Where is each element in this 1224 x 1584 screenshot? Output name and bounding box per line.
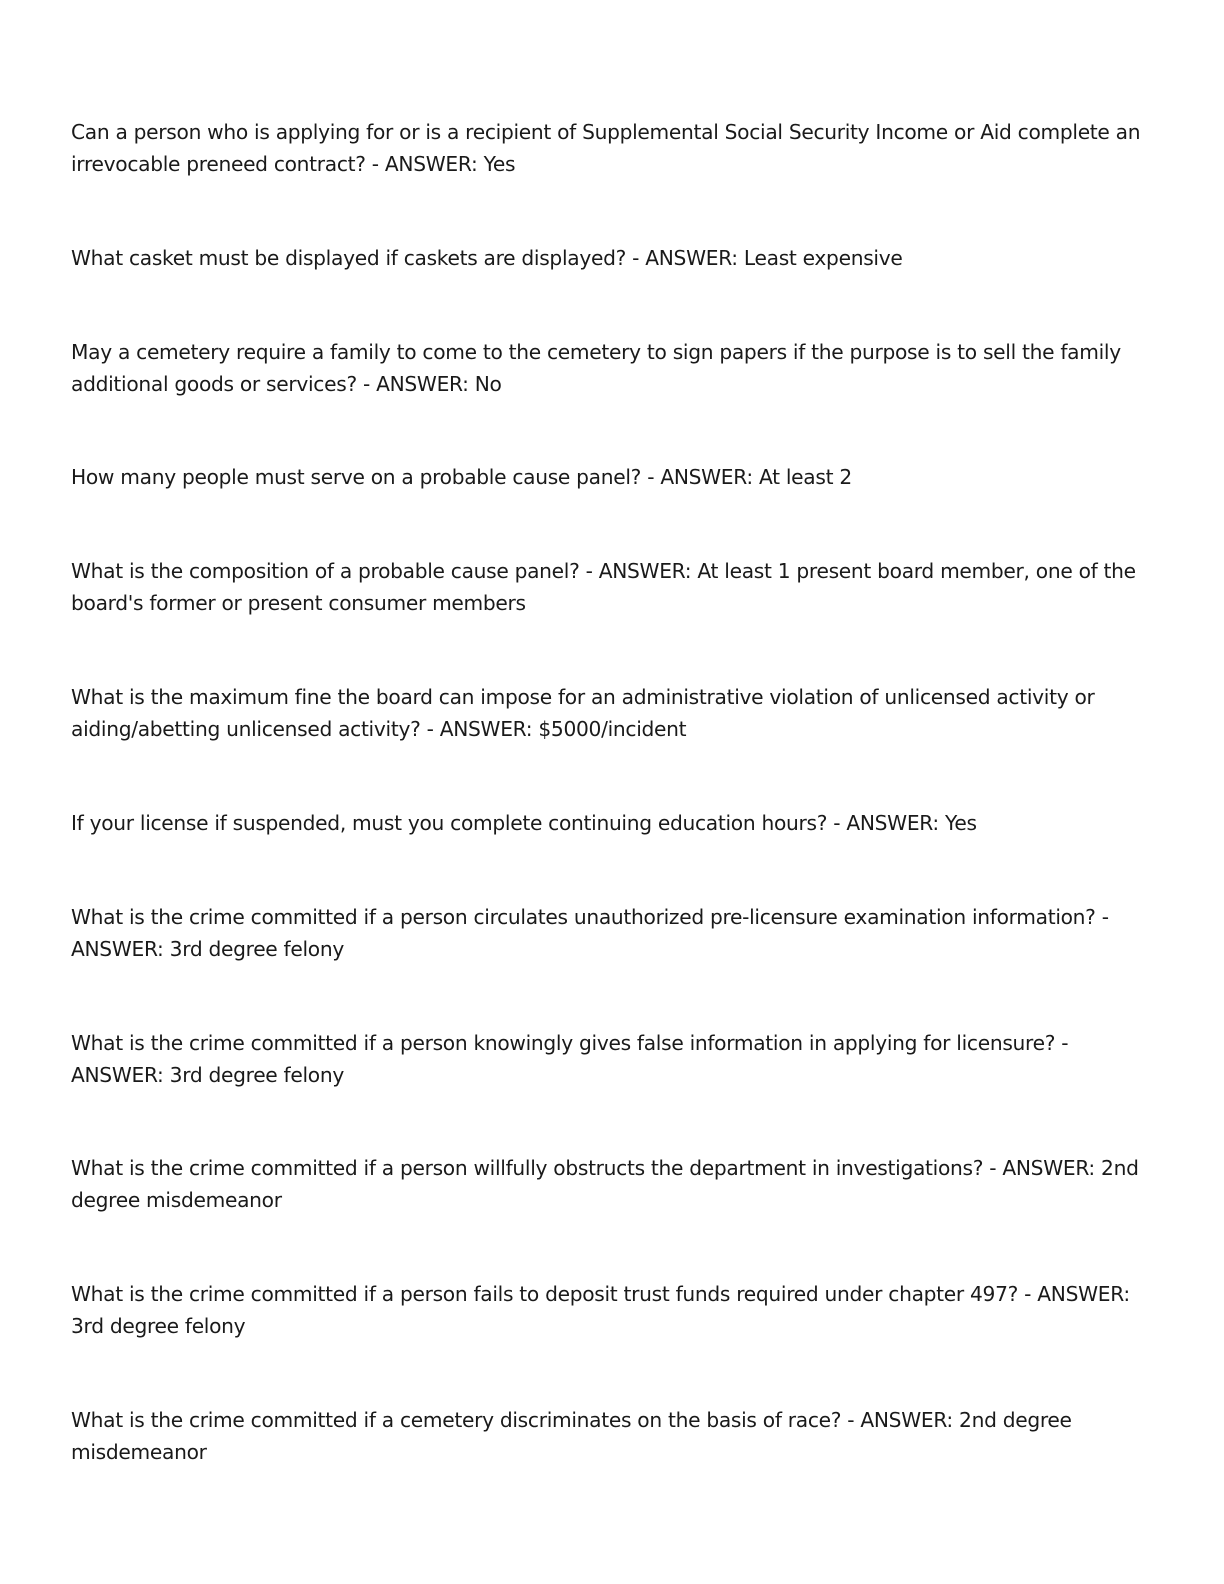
answer-text: ANSWER: 3rd degree felony — [71, 936, 344, 961]
qa-item — [71, 1028, 1151, 1091]
separator: - — [827, 811, 847, 835]
separator: - — [1095, 905, 1109, 929]
question-text: What casket must be displayed if caskets are displayed? — [71, 246, 627, 270]
qa-item — [71, 1405, 1151, 1468]
answer-text: ANSWER: At least 2 — [660, 465, 852, 489]
separator: - — [641, 465, 661, 489]
answer-text: ANSWER: 3rd degree felony — [71, 1282, 1130, 1338]
question-text: How many people must serve on a probable cause panel? — [71, 465, 642, 489]
qa-item — [71, 1279, 1151, 1342]
question-text: May a cemetery require a family to come to the cemetery to sign papers if the purpose is to sell the family additional goods or services? — [71, 340, 1121, 396]
answer-text: ANSWER: 2nd degree misdemeanor — [71, 1156, 1139, 1212]
separator: - — [1055, 1031, 1069, 1055]
question-text: If your license if suspended, must you complete continuing education hours? — [71, 811, 828, 835]
qa-item — [71, 462, 1151, 494]
qa-item — [71, 808, 1151, 840]
answer-text: ANSWER: At least 1 present board member, one of the board's former or present consumer members — [71, 559, 1136, 615]
answer-text: ANSWER: 2nd degree misdemeanor — [71, 1408, 1072, 1464]
question-text: Can a person who is applying for or is a recipient of Supplemental Social Security Income or Aid complete an irrevocable preneed contract? — [71, 120, 1141, 176]
question-text: What is the composition of a probable cause panel? — [71, 559, 580, 583]
answer-text: ANSWER: Least expensive — [645, 246, 903, 270]
qa-item — [71, 117, 1151, 180]
answer-text: ANSWER: Yes — [384, 151, 516, 176]
qa-item — [71, 337, 1151, 400]
question-text: What is the crime committed if a person fails to deposit trust funds required under chapter 497? — [71, 1282, 1019, 1306]
question-text: What is the crime committed if a person knowingly gives false information in applying for licensure? — [71, 1031, 1056, 1055]
answer-text: ANSWER: 3rd degree felony — [71, 1062, 344, 1087]
qa-item — [71, 682, 1151, 745]
qa-item — [71, 556, 1151, 619]
question-text: What is the maximum fine the board can impose for an administrative violation of unlicensed activity or aiding/abetting unlicensed activity? — [71, 685, 1095, 741]
answer-text: ANSWER: No — [376, 371, 502, 396]
separator: - — [626, 246, 646, 270]
question-text: What is the crime committed if a person willfully obstructs the department in investigations? — [71, 1156, 984, 1180]
answer-text: ANSWER: $5000/incident — [439, 716, 687, 741]
answer-text: ANSWER: Yes — [846, 811, 977, 835]
separator: - — [420, 716, 440, 741]
qa-item — [71, 902, 1151, 965]
question-text: What is the crime committed if a person circulates unauthorized pre-licensure examination information? — [71, 905, 1096, 929]
separator: - — [579, 559, 599, 583]
separator: - — [983, 1156, 1003, 1180]
separator: - — [356, 371, 377, 396]
separator: - — [365, 151, 385, 176]
separator: - — [841, 1408, 861, 1432]
qa-item — [71, 243, 1151, 275]
separator: - — [1018, 1282, 1038, 1306]
question-text: What is the crime committed if a cemetery discriminates on the basis of race? — [71, 1408, 842, 1432]
qa-item — [71, 1153, 1151, 1216]
